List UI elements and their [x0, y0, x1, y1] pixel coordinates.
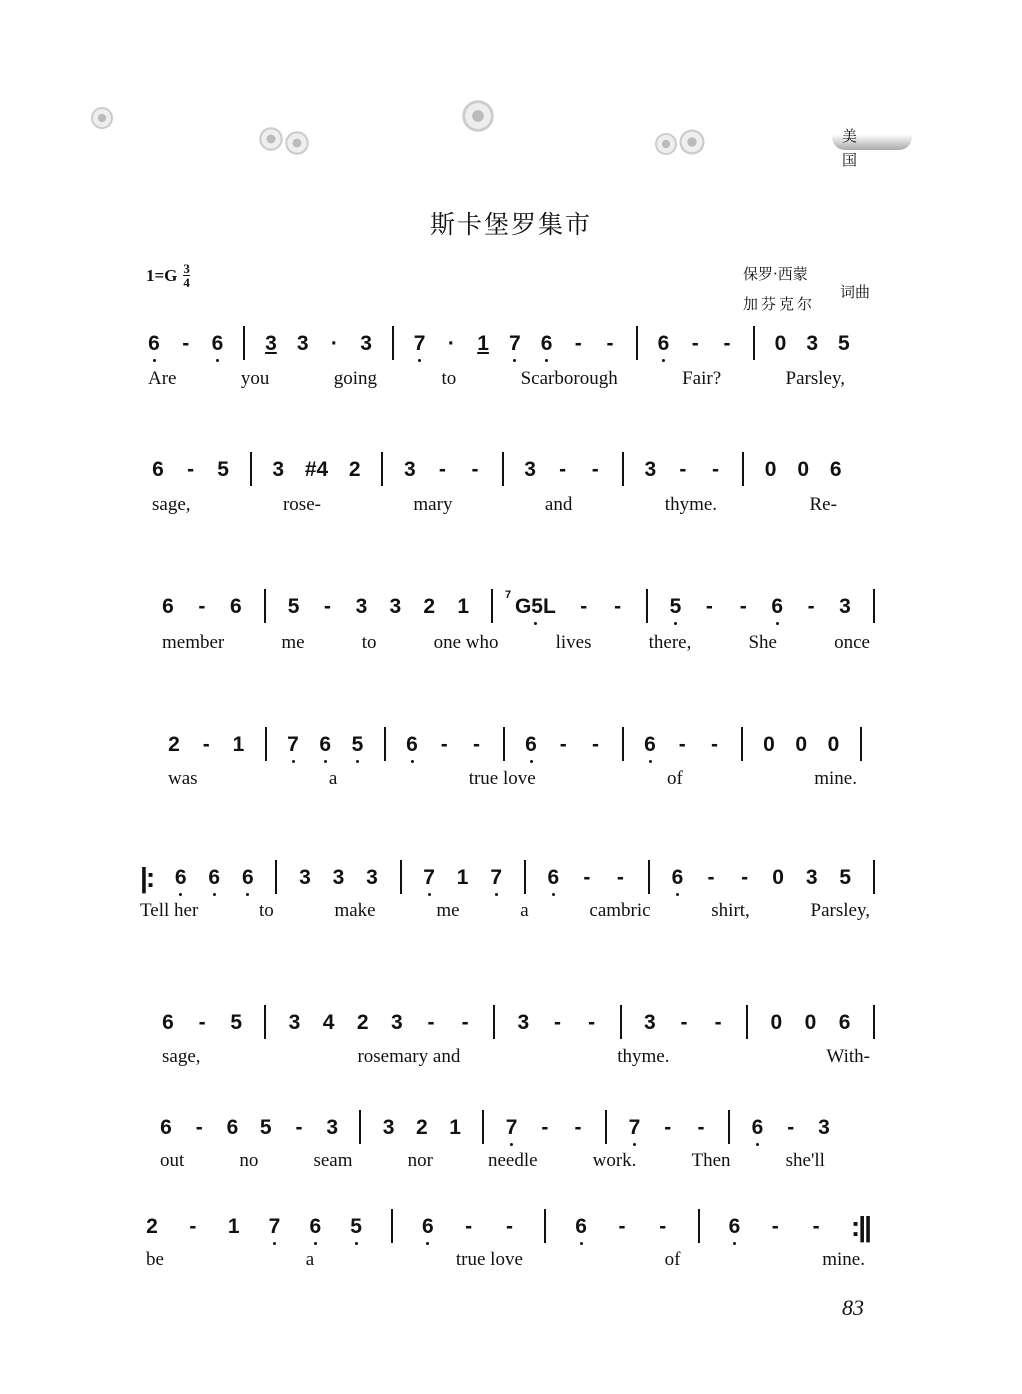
credit-role: 词曲	[840, 283, 871, 301]
flower-decoration	[458, 96, 498, 136]
lyric-word: she'll	[785, 1150, 825, 1171]
note: 2	[423, 595, 436, 618]
dash: -	[324, 595, 332, 618]
note: 6	[728, 1215, 741, 1238]
lyric-word: there,	[648, 632, 692, 653]
time-signature	[183, 262, 190, 289]
dash: -	[189, 1215, 197, 1238]
lyric-word: seam	[313, 1150, 353, 1171]
bar-line	[620, 1005, 622, 1039]
dash: -	[427, 1011, 435, 1034]
note: 7	[423, 866, 435, 889]
lyric-word: me	[281, 632, 305, 653]
dash: -	[679, 458, 687, 481]
bar-line	[243, 326, 245, 360]
note: 5	[230, 1011, 243, 1034]
dash: -	[807, 595, 815, 618]
dash: -	[187, 458, 195, 481]
lyric-word: Then	[691, 1150, 731, 1171]
lyrics-row	[152, 494, 837, 516]
note: 6	[211, 332, 224, 355]
bar-line	[381, 452, 383, 486]
bar-line	[524, 860, 526, 894]
lyric-word: Tell her	[140, 900, 199, 921]
note: 0	[827, 733, 840, 756]
dash: -	[198, 595, 206, 618]
bar-line	[636, 326, 638, 360]
note: 6	[162, 1011, 174, 1034]
note: 0	[795, 733, 808, 756]
lyric-word: true love	[468, 768, 536, 789]
note: 5	[217, 458, 229, 481]
lyric-word: of	[664, 1249, 681, 1270]
bar-line	[275, 860, 277, 894]
time-top: 3	[183, 261, 190, 276]
grace-note-group	[504, 589, 556, 619]
note: 6	[575, 1215, 587, 1238]
note: 6	[309, 1215, 322, 1238]
dash: -	[697, 1116, 705, 1139]
lyric-word: needle	[487, 1150, 538, 1171]
lyric-word: make	[334, 900, 376, 921]
note: 3	[389, 595, 402, 618]
note: 2	[146, 1215, 158, 1238]
bar-line	[493, 1005, 495, 1039]
lyric-word: Parsley,	[810, 900, 870, 921]
note: 3	[524, 458, 536, 481]
repeat-sign: :||	[850, 1211, 870, 1242]
dash: -	[440, 733, 448, 756]
lyric-word: Are	[148, 368, 177, 389]
note: 6	[838, 1011, 851, 1034]
flower-decoration	[88, 104, 116, 132]
dash: -	[591, 458, 599, 481]
note: 6	[174, 866, 187, 889]
time-bottom: 4	[183, 275, 190, 290]
note: 5	[350, 1215, 362, 1238]
lyric-word: work.	[592, 1150, 637, 1171]
note: 3	[644, 458, 657, 481]
lyric-word: Parsley,	[785, 368, 845, 389]
dash: -	[614, 595, 622, 618]
bar-line	[873, 1005, 875, 1039]
note: 0	[797, 458, 810, 481]
note: 1	[449, 1116, 461, 1139]
note: 6	[226, 1116, 239, 1139]
dash: -	[707, 866, 715, 889]
note: 3	[404, 458, 416, 481]
dash: -	[606, 332, 614, 355]
lyric-word: Re-	[809, 494, 837, 515]
notation-row	[162, 1011, 875, 1051]
note: 7	[628, 1116, 641, 1139]
lyrics-row	[148, 368, 845, 390]
lyric-word: to	[361, 632, 377, 653]
dash: -	[787, 1116, 795, 1139]
lyric-word: mary	[413, 494, 453, 515]
lyric-word: a	[328, 768, 338, 789]
dash: -	[705, 595, 713, 618]
note: 3	[806, 332, 818, 355]
note: 3	[265, 332, 277, 355]
dash: -	[714, 1011, 722, 1034]
note: 6	[319, 733, 332, 756]
dash: -	[438, 458, 446, 481]
lyric-word: lives	[555, 632, 592, 653]
note: 6	[162, 595, 174, 618]
bar-line	[648, 860, 650, 894]
dash: -	[182, 332, 190, 355]
key-signature	[146, 262, 190, 289]
dash: -	[195, 1116, 203, 1139]
dash: -	[618, 1215, 626, 1238]
note: 6	[540, 332, 553, 355]
note: 3	[382, 1116, 395, 1139]
lyric-word: a	[305, 1249, 315, 1270]
note: 7	[413, 332, 426, 355]
note: 6	[421, 1215, 434, 1238]
lyric-word: Scarborough	[520, 368, 618, 389]
dash: -	[473, 733, 480, 756]
lyrics-row	[168, 768, 857, 790]
bar-line	[742, 452, 744, 486]
lyric-word: to	[258, 900, 274, 921]
lyric-word: thyme.	[617, 1046, 670, 1067]
note: 1	[477, 332, 489, 355]
bar-line	[728, 1110, 730, 1144]
note: 3	[366, 866, 378, 889]
note: 3	[391, 1011, 403, 1034]
bar-line	[873, 860, 875, 894]
lyric-word: cambric	[589, 900, 651, 921]
dash: -	[461, 1011, 469, 1034]
note: 6	[751, 1116, 764, 1139]
note: G5L	[514, 595, 556, 618]
lyric-word: She	[748, 632, 777, 653]
flower-decoration	[676, 126, 708, 158]
dash: -	[580, 595, 588, 618]
note: 0	[764, 458, 777, 481]
bar-line	[384, 727, 386, 761]
dash: -	[664, 1116, 672, 1139]
note: 0	[804, 1011, 817, 1034]
bar-line	[622, 727, 624, 761]
repeat-sign: |:	[140, 862, 154, 893]
dash: -	[739, 595, 747, 618]
bar-line	[264, 589, 266, 623]
note: 5	[287, 595, 300, 618]
lyric-word: a	[520, 900, 529, 921]
lyric-word: no	[239, 1150, 259, 1171]
country-label: 美 国	[832, 124, 912, 150]
dash: -	[559, 733, 567, 756]
note: 6	[525, 733, 537, 756]
note: 6	[241, 866, 254, 889]
note: 6	[229, 595, 242, 618]
note: 1	[232, 733, 245, 756]
page-number: 83	[842, 1295, 864, 1320]
lyric-word: be	[146, 1249, 164, 1270]
note: 7	[508, 332, 521, 355]
note: 6	[671, 866, 684, 889]
lyric-word: rose-	[282, 494, 321, 515]
lyric-word: Fair?	[682, 368, 722, 389]
bar-line	[502, 452, 504, 486]
note: 3	[360, 332, 372, 355]
key: 1=G	[146, 265, 178, 285]
dash: -	[616, 866, 624, 889]
note: 3	[644, 1011, 656, 1034]
lyric-word: going	[333, 368, 378, 389]
dash: -	[559, 458, 567, 481]
bar-line	[264, 1005, 266, 1039]
note: 7	[490, 866, 503, 889]
dash: -	[741, 866, 749, 889]
note: 6	[208, 866, 221, 889]
dash: -	[198, 1011, 206, 1034]
lyric-word: and	[544, 494, 573, 515]
note: 2	[356, 1011, 369, 1034]
dash: -	[678, 733, 686, 756]
bar-line	[605, 1110, 607, 1144]
notation-row	[162, 589, 875, 635]
bar-line	[544, 1209, 546, 1243]
lyric-word: once	[834, 632, 870, 653]
bar-line	[400, 860, 402, 894]
dash: -	[588, 1011, 596, 1034]
note: 1	[457, 595, 469, 618]
note: 6	[160, 1116, 172, 1139]
note: 6	[829, 458, 842, 481]
note: 6	[547, 866, 560, 889]
note: 6	[644, 733, 656, 756]
lyrics-row	[140, 900, 870, 922]
lyric-word: sage,	[152, 494, 191, 515]
lyric-word: you	[240, 368, 270, 389]
flower-decoration	[282, 128, 312, 158]
lyric-word: sage,	[162, 1046, 201, 1067]
lyric-word: of	[667, 768, 683, 789]
note: 3	[326, 1116, 339, 1139]
note: 5	[259, 1116, 272, 1139]
note: 0	[774, 332, 787, 355]
note: 3	[272, 458, 285, 481]
note: 1	[456, 866, 469, 889]
note: 0	[763, 733, 775, 756]
bar-line	[359, 1110, 361, 1144]
note: 4	[322, 1011, 335, 1034]
lyrics-row	[162, 1046, 870, 1068]
bar-line	[250, 452, 252, 486]
note: 2	[416, 1116, 428, 1139]
bar-line	[746, 1005, 748, 1039]
note: 6	[771, 595, 783, 618]
note: #4	[304, 458, 329, 481]
bar-line	[753, 326, 755, 360]
note: 6	[152, 458, 164, 481]
note: 3	[288, 1011, 301, 1034]
note: 5	[838, 332, 850, 355]
note: 0	[772, 866, 784, 889]
note: 7	[287, 733, 299, 756]
dash: -	[574, 1116, 582, 1139]
lyric-word: true love	[455, 1249, 523, 1270]
notation-row	[148, 332, 850, 372]
dash: -	[592, 733, 599, 756]
bar-line	[873, 589, 875, 623]
lyrics-row	[162, 632, 870, 654]
lyric-word: was	[168, 768, 198, 789]
note: ·	[447, 332, 455, 355]
bar-line	[265, 727, 267, 761]
lyric-word: mine.	[814, 768, 857, 789]
lyric-word: out	[160, 1150, 185, 1171]
composer: 加芬克尔	[743, 295, 816, 313]
note: 3	[517, 1011, 530, 1034]
dash: -	[202, 733, 210, 756]
dash: -	[295, 1116, 303, 1139]
bar-line	[391, 1209, 393, 1243]
note: ·	[330, 332, 338, 355]
bar-line	[392, 326, 394, 360]
dash: -	[723, 332, 731, 355]
note: 5	[351, 733, 364, 756]
note: 3	[332, 866, 345, 889]
bar-line	[503, 727, 505, 761]
lyric-word: With-	[826, 1046, 870, 1067]
note: 6	[657, 332, 670, 355]
note: 5	[839, 866, 852, 889]
note: 6	[406, 733, 418, 756]
dash: -	[812, 1215, 820, 1238]
dash: -	[574, 332, 582, 355]
note: 7	[268, 1215, 281, 1238]
bar-line	[698, 1209, 700, 1243]
dash: -	[471, 458, 479, 481]
note: 2	[348, 458, 361, 481]
lyric-word: mine.	[822, 1249, 865, 1270]
bar-line	[491, 589, 493, 623]
dash: -	[711, 733, 718, 756]
note: 2	[168, 733, 180, 756]
bar-line	[741, 727, 743, 761]
lyricist: 保罗·西蒙	[743, 265, 808, 283]
dash: -	[541, 1116, 549, 1139]
note: 6	[148, 332, 160, 355]
song-title: 斯卡堡罗集市	[429, 210, 592, 239]
note: 0	[770, 1011, 783, 1034]
lyric-word: member	[162, 632, 225, 653]
lyric-word: me	[436, 900, 460, 921]
lyrics-row	[146, 1249, 865, 1271]
dash: -	[680, 1011, 688, 1034]
lyric-word: rosemary and	[357, 1046, 461, 1067]
note: 3	[355, 595, 368, 618]
dash: -	[505, 1215, 513, 1238]
bar-line	[646, 589, 648, 623]
lyric-word: nor	[407, 1150, 433, 1171]
dash: -	[771, 1215, 779, 1238]
lyric-word: shirt,	[711, 900, 750, 921]
grace-note: 7	[504, 589, 512, 601]
notation-row	[152, 458, 842, 498]
dash: -	[583, 866, 591, 889]
dash: -	[659, 1215, 667, 1238]
notation-row	[168, 733, 862, 773]
dash: -	[554, 1011, 561, 1034]
note: 3	[805, 866, 818, 889]
dash: -	[691, 332, 699, 355]
lyric-word: thyme.	[664, 494, 718, 515]
dash: -	[711, 458, 719, 481]
note: 5	[669, 595, 682, 618]
note: 1	[227, 1215, 240, 1238]
note: 3	[296, 332, 309, 355]
lyric-word: one who	[433, 632, 499, 653]
bar-line	[860, 727, 862, 761]
note: 3	[299, 866, 311, 889]
bar-line	[622, 452, 624, 486]
note: 3	[818, 1116, 830, 1139]
note: 7	[505, 1116, 518, 1139]
dash: -	[465, 1215, 473, 1238]
lyrics-row	[160, 1150, 825, 1172]
lyric-word: to	[441, 368, 457, 389]
note: 3	[839, 595, 851, 618]
bar-line	[482, 1110, 484, 1144]
